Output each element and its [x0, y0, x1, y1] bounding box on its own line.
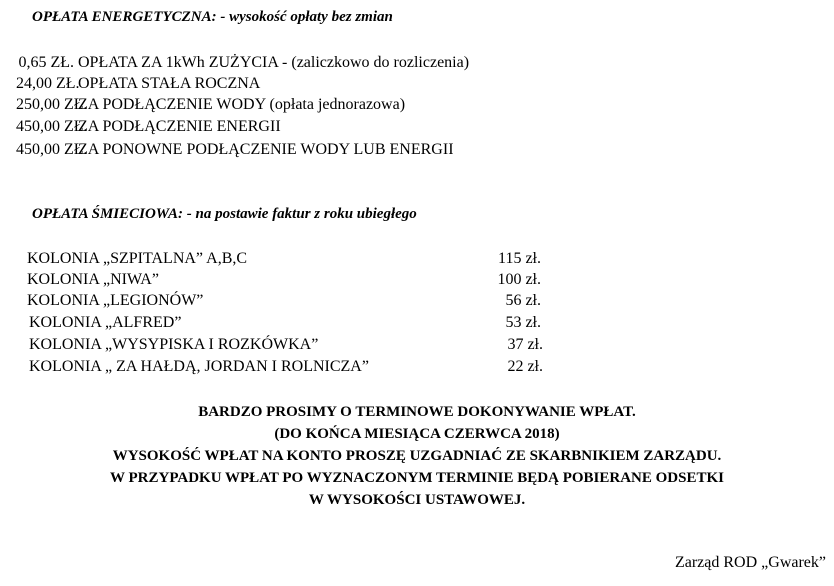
colony-name: KOLONIA „ ZA HAŁDĄ, JORDAN I ROLNICZA”: [29, 358, 369, 375]
notice-line: (DO KOŃCA MIESIĄCA CZERWCA 2018): [274, 426, 560, 442]
energy-fee-row: [16, 140, 454, 160]
colony-price: 115 zł.: [498, 250, 541, 267]
fee-description: ZA PODŁĄCZENIE WODY (opłata jednorazowa): [78, 96, 406, 113]
colony-name: KOLONIA „SZPITALNA” A,B,C: [27, 250, 248, 267]
colony-price: 100 zł.: [497, 271, 541, 288]
energy-fee-row: [16, 95, 405, 115]
fee-amount: 250,00 ZŁ.: [16, 96, 88, 113]
colony-name: KOLONIA „NIWA”: [27, 271, 159, 288]
colony-price: 37 zł.: [507, 336, 543, 353]
energy-fee-row: [16, 117, 281, 137]
signature: Zarząd ROD „Gwarek”: [674, 554, 826, 571]
colony-price: 56 zł.: [505, 292, 541, 309]
energy-fee-row: [16, 53, 469, 73]
energy-fee-row: [16, 74, 260, 94]
colony-price: 53 zł.: [505, 314, 541, 331]
fee-amount: 24,00 ZŁ.: [16, 75, 80, 92]
colony-price: 22 zł.: [507, 358, 543, 375]
colony-name: KOLONIA „WYSYPISKA I ROZKÓWKA”: [29, 336, 319, 353]
fee-description: OPŁATA STAŁA ROCZNA: [78, 75, 261, 92]
energy-heading: OPŁATA ENERGETYCZNA: - wysokość opłaty bez zmian: [32, 9, 393, 25]
notice-line: W WYSOKOŚCI USTAWOWEJ.: [308, 492, 526, 508]
fee-description: ZA PONOWNE PODŁĄCZENIE WODY LUB ENERGII: [78, 141, 454, 158]
fee-amount: 0,65 ZŁ.: [18, 54, 74, 71]
waste-heading: OPŁATA ŚMIECIOWA: - na postawie faktur z roku ubiegłego: [32, 206, 417, 222]
colony-name: KOLONIA „ALFRED”: [29, 314, 182, 331]
notice-line: BARDZO PROSIMY O TERMINOWE DOKONYWANIE WPŁAT.: [198, 404, 636, 420]
colony-name: KOLONIA „LEGIONÓW”: [27, 292, 204, 309]
notice-line: W PRZYPADKU WPŁAT PO WYZNACZONYM TERMINIE BĘDĄ POBIERANE ODSETKI: [110, 470, 724, 486]
fee-description: ZA PODŁĄCZENIE ENERGII: [78, 118, 281, 135]
fee-description: OPŁATA ZA 1kWh ZUŻYCIA - (zaliczkowo do rozliczenia): [78, 54, 470, 71]
fee-amount: 450,00 ZŁ.: [16, 118, 88, 135]
fee-amount: 450,00 ZŁ.: [16, 141, 88, 158]
notice-line: WYSOKOŚĆ WPŁAT NA KONTO PROSZĘ UZGADNIAĆ ZE SKARBNIKIEM ZARZĄDU.: [112, 448, 722, 464]
